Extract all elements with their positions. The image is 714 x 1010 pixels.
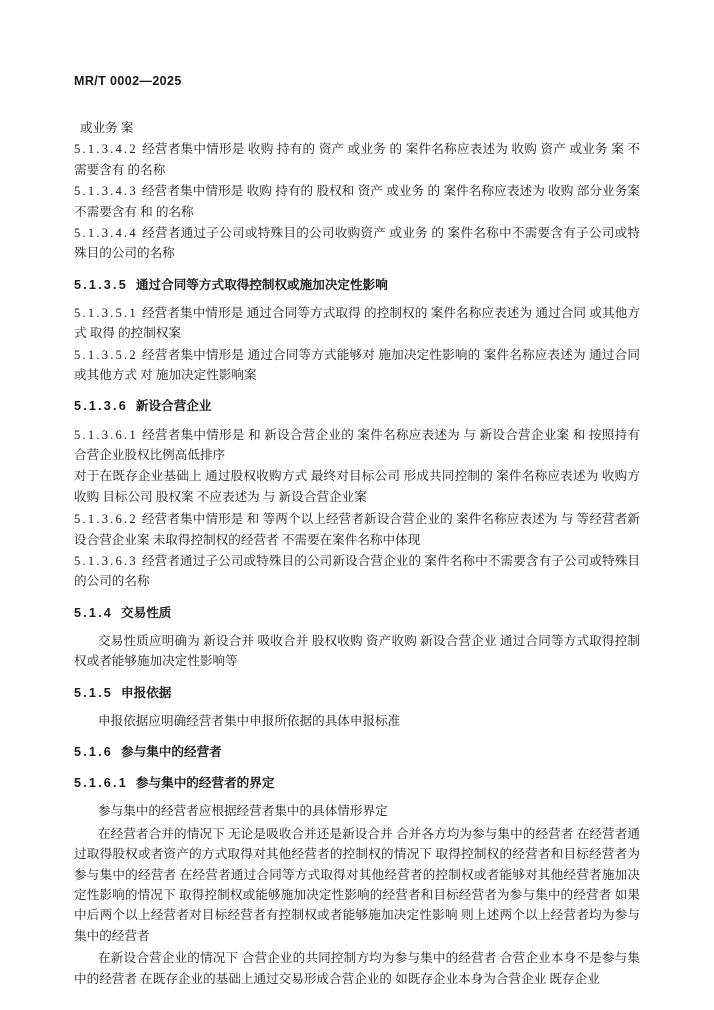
clause-number: 5.1.3.5.1	[74, 305, 138, 320]
section-number: 5.1.5	[74, 685, 114, 700]
continuation-line: 或业务 案	[80, 121, 134, 135]
body-paragraph: 在新设合营企业的情况下 合营企业的共同控制方均为参与集中的经营者 合营企业本身不是参与集中的经营者 在既存企业的基础上通过交易形成合营企业的 如既存企业本身为合营企业 既存企业	[74, 951, 640, 986]
section-heading	[74, 773, 640, 793]
body-paragraph: 交易性质应明确为 新设合并 吸收合并 股权收购 资产收购 新设合营企业 通过合同等方式取得控制权或者能够施加决定性影响等	[74, 633, 640, 669]
clause-text: 经营者通过子公司或特殊目的公司收购资产 或业务 的 案件名称中不需要含有子公司或特殊目的公司的名称	[74, 225, 640, 261]
section-heading	[74, 742, 640, 762]
section-heading	[74, 275, 640, 295]
clause-text: 经营者集中情形是 通过合同等方式能够对 施加决定性影响的 案件名称应表述为 通过合同 或其他方式 对 施加决定性影响案	[74, 347, 640, 383]
section-number: 5.1.3.5	[74, 277, 128, 292]
section-number: 5.1.6	[74, 745, 114, 760]
body-paragraph: 申报依据应明确经营者集中申报所依据的具体申报标准	[98, 713, 401, 728]
clause-number: 5.1.3.6.2	[74, 512, 138, 527]
clause-text: 经营者集中情形是 收购 持有的 股权和 资产 或业务 的 案件名称应表述为 收购 部分业务案 不需要含有 和 的名称	[74, 184, 640, 219]
section-number: 5.1.3.6	[74, 399, 128, 414]
numbered-clause	[74, 551, 640, 592]
numbered-clause	[74, 139, 640, 180]
page-header: MR/T 0002—2025	[74, 74, 182, 88]
section-heading	[74, 603, 640, 623]
clause-text: 经营者集中情形是 和 等两个以上经营者新设合营企业的 案件名称应表述为 与 等经营者新设合营企业案 未取得控制权的经营者 不需要在案件名称中体现	[74, 512, 640, 547]
section-title: 申报依据	[121, 685, 172, 700]
section-number: 5.1.4	[74, 605, 114, 620]
section-title: 参与集中的经营者的界定	[135, 776, 275, 791]
body-paragraph: 参与集中的经营者应根据经营者集中的具体情形界定	[98, 804, 388, 819]
numbered-clause	[74, 181, 640, 222]
clause-number: 5.1.3.5.2	[74, 347, 138, 362]
clause-text: 经营者通过子公司或特殊目的公司新设合营企业的 案件名称中不需要含有子公司或特殊目的公司的名称	[74, 553, 640, 589]
section-title: 新设合营企业	[135, 399, 212, 414]
section-number: 5.1.6.1	[74, 776, 128, 791]
body-paragraph: 在经营者合并的情况下 无论是吸收合并还是新设合并 合并各方均为参与集中的经营者 在经营者通过取得股权或者资产的方式取得对其他经营者的控制权的情况下 取得控制权的经营者和目标经营者为参与集中的经营者 在经营者通过合同等方式取得对其他经营者的控制权或者能够对其他经营者施加决定性影响的情况下 取得控制权或能够施加决定性影响的经营者和目标经营者为参与集中的经营者 如果中后两个以上经营者对目标经营者有控制权或者能够施加决定性影响 则上述两个以上经营者均为参与集中的经营者	[74, 826, 640, 943]
numbered-clause	[74, 223, 640, 264]
clause-text: 经营者集中情形是 和 新设合营企业的 案件名称应表述为 与 新设合营企业案 和 按照持有合营企业股权比例高低排序	[74, 427, 640, 462]
section-title: 交易性质	[121, 605, 172, 620]
clause-number: 5.1.3.4.4	[74, 225, 138, 240]
section-heading	[74, 683, 640, 703]
section-heading	[74, 396, 640, 416]
numbered-clause	[74, 425, 640, 466]
numbered-clause	[74, 345, 640, 386]
body-paragraph: 对于在既存企业基础上 通过股权收购方式 最终对目标公司 形成共同控制的 案件名称应表述为 收购方 收购 目标公司 股权案 不应表述为 与 新设合营企业案	[74, 469, 640, 504]
section-title: 通过合同等方式取得控制权或施加决定性影响	[135, 277, 388, 292]
clause-text: 经营者集中情形是 收购 持有的 资产 或业务 的 案件名称应表述为 收购 资产 或业务 案 不需要含有 的名称	[74, 142, 640, 177]
clause-number: 5.1.3.4.3	[74, 184, 138, 199]
numbered-clause	[74, 303, 640, 344]
section-title: 参与集中的经营者	[121, 745, 222, 760]
clause-number: 5.1.3.6.3	[74, 553, 138, 568]
numbered-clause	[74, 509, 640, 550]
document-body	[74, 118, 640, 989]
page-content	[74, 74, 640, 991]
clause-number: 5.1.3.4.2	[74, 142, 138, 157]
clause-text: 经营者集中情形是 通过合同等方式取得 的控制权的 案件名称应表述为 通过合同 或其他方式 取得 的控制权案	[74, 305, 640, 341]
clause-number: 5.1.3.6.1	[74, 427, 138, 442]
